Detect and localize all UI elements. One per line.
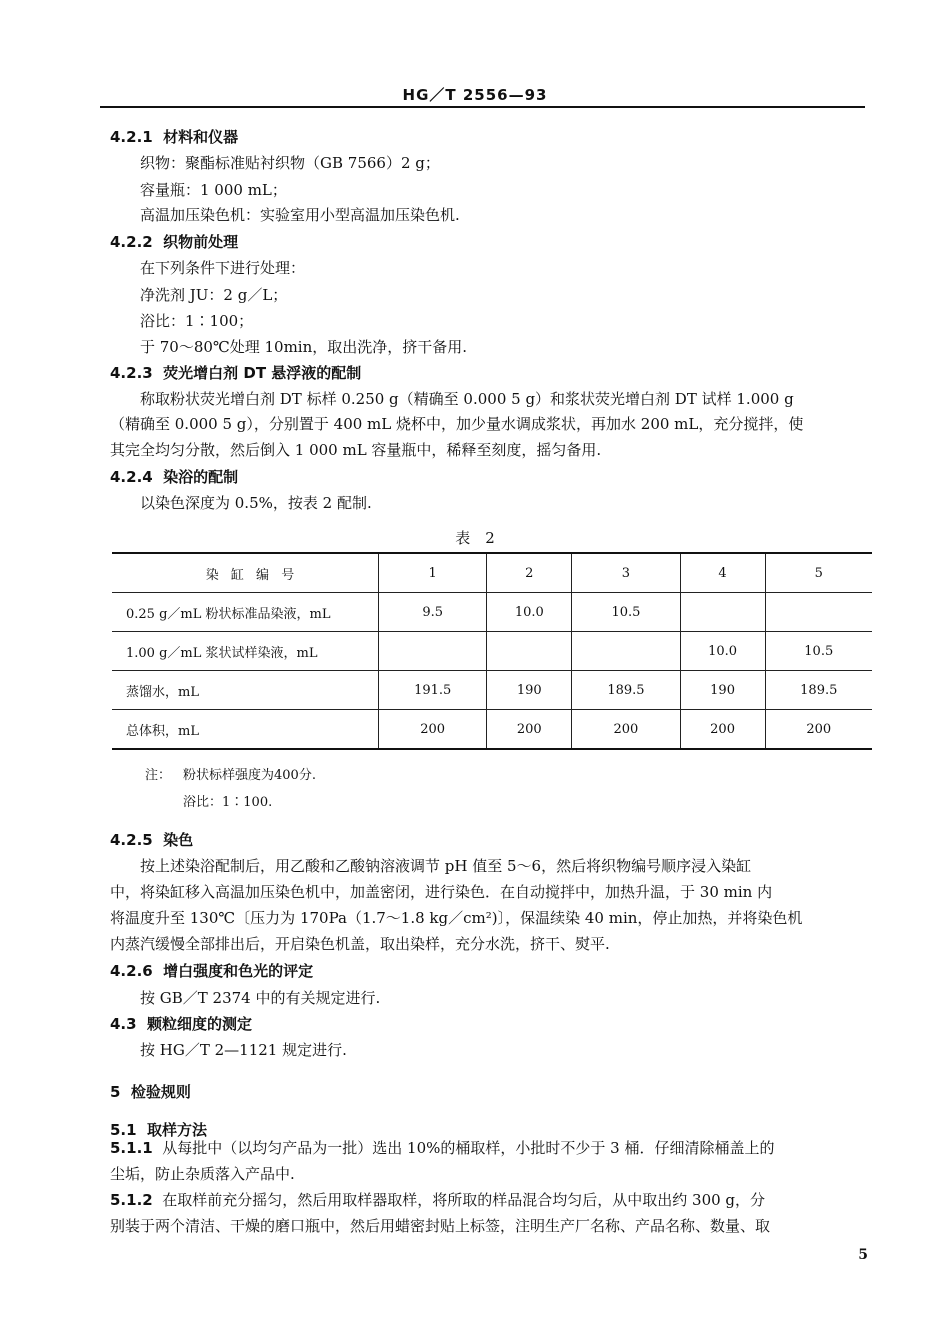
section-number: 4.2.6 (110, 962, 153, 980)
paragraph-line: 按上述染浴配制后，用乙酸和乙酸钠溶液调节 pH 值至 5～6，然后将织物编号顺序浸入染缸 (140, 857, 752, 875)
paragraph-line: 别装于两个清洁、干燥的磨口瓶中，然后用蜡密封贴上标签，注明生产厂名称、产品名称、数量、取 (110, 1217, 771, 1235)
table-row (112, 710, 872, 750)
table-header-cell: 5 (765, 553, 872, 593)
section-title: 取样方法 (147, 1121, 208, 1139)
section-number: 4.3 (110, 1015, 137, 1033)
table-cell: 200 (806, 721, 832, 737)
table-cell: 189.5 (765, 671, 872, 710)
paragraph-text: 从每批中（以均匀产品为一批）选出 10%的桶取样，小批时不少于 3 桶．仔细清除桶盖上的 (162, 1139, 775, 1157)
section-4-2-1-heading (110, 127, 238, 147)
paragraph-text: 在取样前充分摇匀，然后用取样器取样，将所取的样品混合均匀后，从中取出约 300 g，分 (162, 1191, 766, 1209)
table-cell: 9.5 (379, 593, 487, 632)
paragraph-line: 将温度升至 130℃〔压力为 170Pa（1.7～1.8 kg／cm²)〕，保温续染 40 min，停止加热，并将染色机 (110, 909, 803, 927)
row-label: 0.25 g／mL 粉状标准品染液，mL (112, 593, 379, 632)
text-line: 净洗剂 JU：2 g／L； (140, 286, 288, 304)
table-row (112, 671, 872, 710)
section-4-3-heading (110, 1014, 252, 1034)
section-number: 4.2.5 (110, 831, 153, 849)
text-line: 织物：聚酯标准贴衬织物（GB 7566）2 g； (140, 154, 440, 172)
paragraph-line: 内蒸汽缓慢全部排出后，开启染色机盖，取出染样，充分水洗，挤干、熨平. (110, 935, 610, 953)
section-4-2-4-heading (110, 467, 238, 487)
text-line: 容量瓶：1 000 mL； (140, 181, 287, 199)
table-cell: 200 (680, 710, 765, 750)
table-cell (379, 632, 487, 671)
table-header-cell: 4 (680, 553, 765, 593)
section-5-1-1-line (110, 1138, 774, 1158)
table-cell: 189.5 (572, 671, 680, 710)
table-cell: 10.0 (680, 632, 765, 671)
section-title: 织物前处理 (163, 233, 239, 251)
header-rule (100, 106, 865, 108)
table-cell: 200 (487, 710, 572, 750)
section-title: 染浴的配制 (163, 468, 239, 486)
section-number: 4.2.2 (110, 233, 153, 251)
table-cell (680, 593, 765, 632)
text-line: 按 HG／T 2—1121 规定进行. (140, 1041, 347, 1059)
section-5-1-heading (110, 1120, 207, 1140)
section-4-2-2-heading (110, 232, 238, 252)
table-cell (572, 632, 680, 671)
section-4-2-6-heading (110, 961, 313, 981)
section-number: 4.2.1 (110, 128, 153, 146)
text-line: 高温加压染色机：实验室用小型高温加压染色机. (140, 206, 460, 224)
section-number: 4.2.4 (110, 468, 153, 486)
table-caption: 表 2 (455, 529, 495, 547)
section-number: 5 (110, 1083, 121, 1101)
table-header-cell: 2 (487, 553, 572, 593)
text-line: 按 GB／T 2374 中的有关规定进行. (140, 989, 381, 1007)
table-2 (112, 552, 872, 750)
table-note: 浴比：1∶100. (183, 795, 273, 810)
page-number: 5 (858, 1247, 868, 1263)
paragraph-line: 其完全均匀分散，然后倒入 1 000 mL 容量瓶中，稀释至刻度，摇匀备用. (110, 441, 602, 459)
section-title: 荧光增白剂 DT 悬浮液的配制 (163, 364, 362, 382)
table-cell: 10.5 (572, 593, 680, 632)
text-line: 以染色深度为 0.5%，按表 2 配制. (140, 494, 372, 512)
section-4-2-3-heading (110, 363, 361, 383)
table-note-label: 注： (145, 768, 172, 783)
paragraph-line: （精确至 0.000 5 g），分别置于 400 mL 烧杯中，加少量水调成浆状，再加水 200 mL，充分搅拌，使 (110, 415, 804, 433)
row-label: 蒸馏水，mL (112, 671, 379, 710)
table-cell: 190 (487, 671, 572, 710)
table-cell: 191.5 (379, 671, 487, 710)
section-title: 增白强度和色光的评定 (163, 962, 314, 980)
section-5-heading (110, 1082, 191, 1102)
section-number: 5.1.2 (110, 1191, 153, 1209)
paragraph-line: 尘垢，防止杂质落入产品中. (110, 1165, 295, 1183)
text-line: 浴比：1∶100； (140, 312, 254, 330)
table-cell (765, 593, 872, 632)
table-header-row (112, 553, 872, 593)
section-5-1-2-line (110, 1190, 765, 1210)
table-note: 粉状标样强度为400分. (183, 768, 316, 783)
section-title: 颗粒细度的测定 (147, 1015, 253, 1033)
section-number: 5.1 (110, 1121, 137, 1139)
table-row (112, 593, 872, 632)
table-cell: 10.5 (765, 632, 872, 671)
table-cell: 10.0 (487, 593, 572, 632)
section-4-2-5-heading (110, 830, 193, 850)
row-label: 总体积，mL (112, 710, 379, 750)
paragraph-line: 称取粉状荧光增白剂 DT 标样 0.250 g（精确至 0.000 5 g）和浆状荧光增白剂 DT 试样 1.000 g (140, 390, 794, 408)
table-row (112, 632, 872, 671)
table-header-cell: 1 (379, 553, 487, 593)
text-line: 在下列条件下进行处理： (140, 259, 306, 277)
section-number: 4.2.3 (110, 364, 153, 382)
table-cell (487, 632, 572, 671)
text-line: 于 70～80℃处理 10min，取出洗净，挤干备用. (140, 338, 468, 356)
row-label: 1.00 g／mL 浆状试样染液，mL (112, 632, 379, 671)
section-title: 检验规则 (130, 1083, 191, 1101)
table-cell: 190 (680, 671, 765, 710)
paragraph-line: 中，将染缸移入高温加压染色机中，加盖密闭，进行染色．在自动搅拌中，加热升温，于 30 min 内 (110, 883, 773, 901)
section-title: 材料和仪器 (163, 128, 239, 146)
table-header-label: 染 缸 编 号 (112, 553, 379, 593)
section-number: 5.1.1 (110, 1139, 153, 1157)
table-cell: 200 (379, 710, 487, 750)
section-title: 染色 (163, 831, 194, 849)
table-cell: 200 (572, 710, 680, 750)
standard-header: HG／T 2556—93 (402, 86, 548, 104)
table-header-cell: 3 (572, 553, 680, 593)
